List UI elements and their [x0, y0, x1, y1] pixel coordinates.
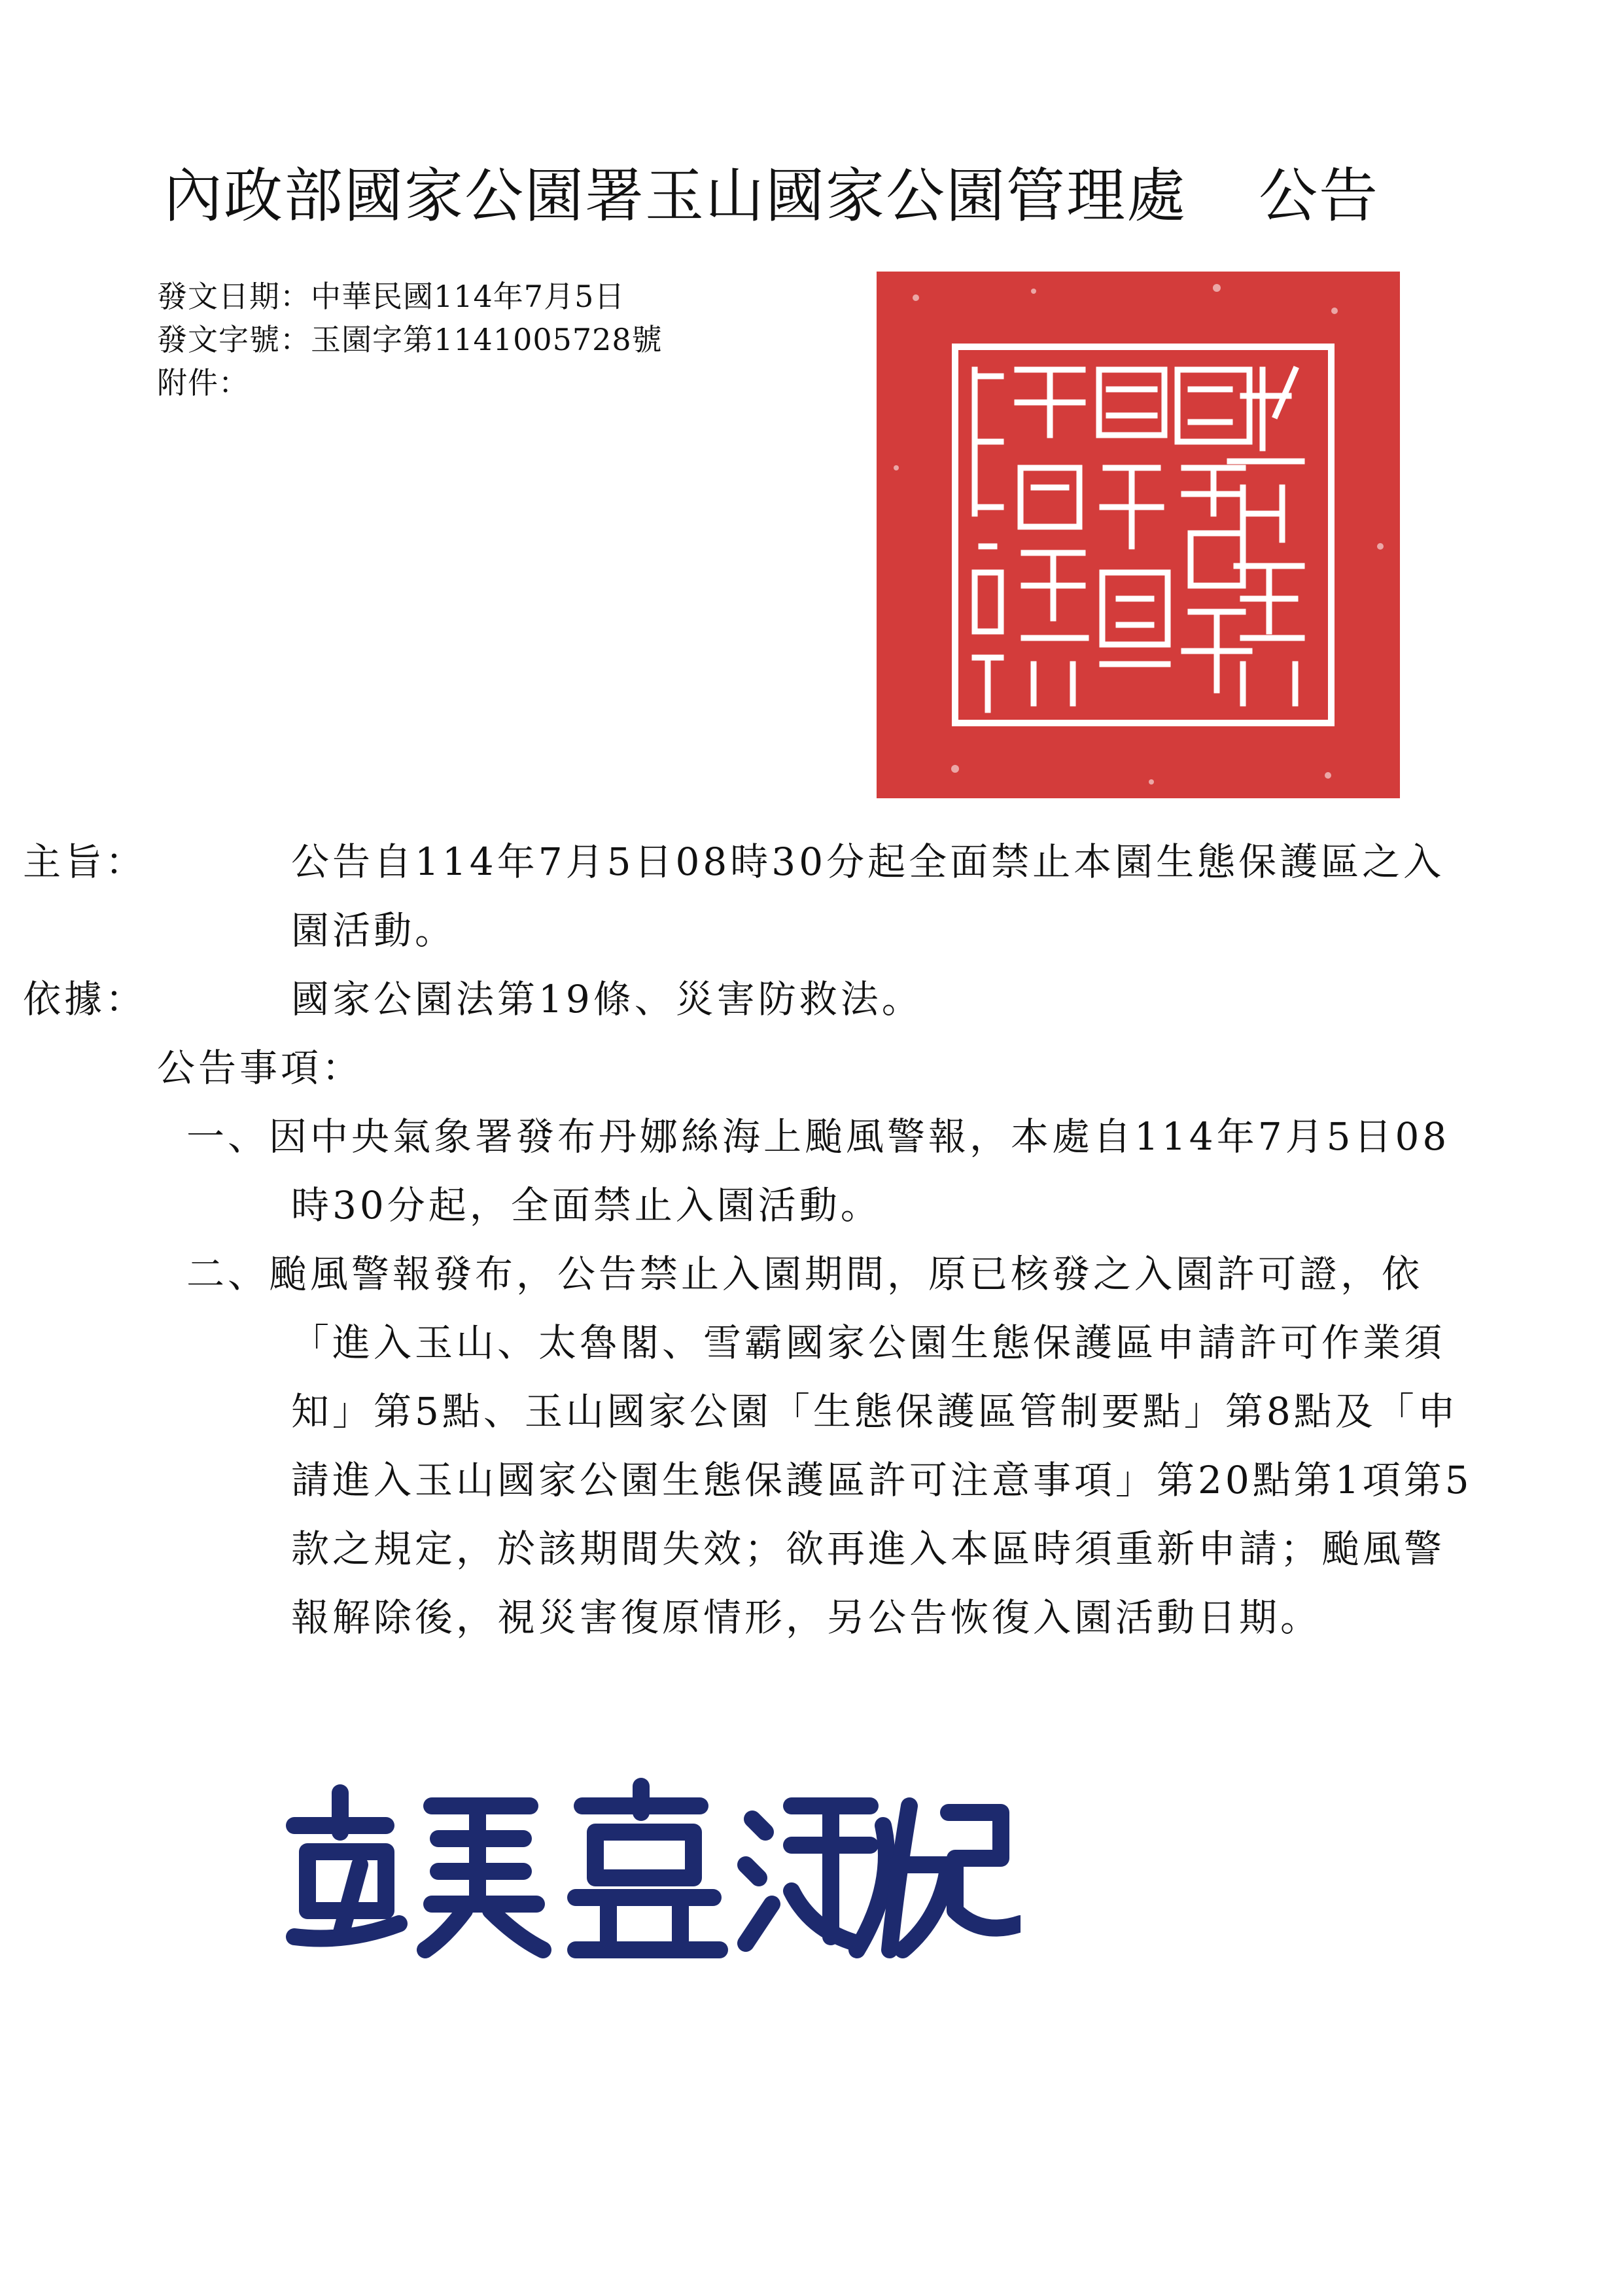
subject-label: 主旨： [23, 839, 147, 884]
items-heading: 公告事項： [157, 1046, 364, 1090]
document-number-row [157, 318, 663, 361]
basis-text: 國家公園法第19條、災害防救法。 [291, 977, 923, 1021]
agency-name: 內政部國家公園署玉山國家公園管理處 [164, 162, 1187, 230]
document-number-value: 玉園字第1141005728號 [311, 322, 663, 357]
document-meta [157, 275, 663, 404]
document-type: 公告 [1259, 162, 1379, 230]
document-title [164, 157, 1472, 236]
subject-paragraph [23, 828, 1485, 965]
basis-label: 依據： [23, 977, 147, 1021]
notice-item-1: 一、因中央氣象署發布丹娜絲海上颱風警報，本處自114年7月5日08時30分起，全面禁止入園活動。 [186, 1114, 1450, 1227]
attachment-label: 附件： [157, 365, 249, 400]
issue-date-label: 發文日期： [157, 279, 311, 314]
director-signature [268, 1767, 1021, 1963]
subject-text: 公告自114年7月5日08時30分起全面禁止本園生態保護區之入園活動。 [291, 839, 1445, 953]
attachment-row [157, 361, 663, 404]
notice-body [23, 828, 1485, 1652]
issue-date-value: 中華民國114年7月5日 [311, 279, 625, 314]
document-number-label: 發文字號： [157, 322, 311, 357]
issue-date-row [157, 275, 663, 318]
notice-item-2: 二、颱風警報發布，公告禁止入園期間，原已核發之入園許可證，依「進入玉山、太魯閣、雪霸國家公園生態保護區申請許可作業須知」第5點、玉山國家公園「生態保護區管制要點」第8點及「申請進入玉山國家公園生態保護區許可注意事項」第20點第1項第5款之規定，於該期間失效；欲再進入本區時須重新申請；颱風警報解除後，視災害復原情形，另公告恢復入園活動日期。 [186, 1252, 1473, 1640]
basis-paragraph [23, 965, 1485, 1034]
official-seal [877, 272, 1400, 798]
